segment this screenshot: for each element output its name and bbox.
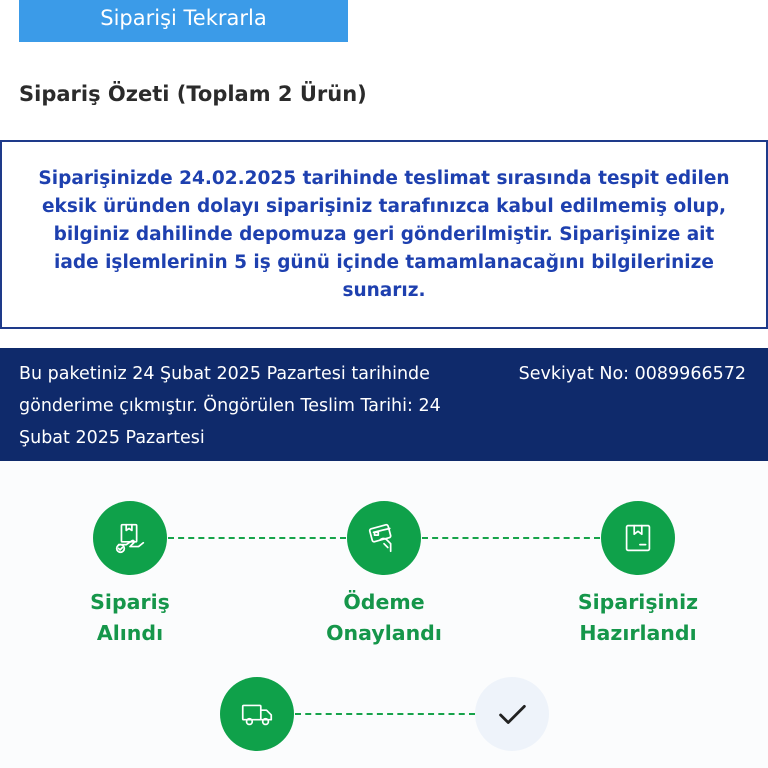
return-notice [0,140,768,329]
step-order-prepared [601,501,675,575]
reorder-button[interactable]: Siparişi Tekrarla [19,0,348,42]
truck-icon [238,695,276,733]
step-connector [168,537,346,539]
step-label-line: Sipariş [90,590,170,614]
return-notice-text: Siparişinizde 24.02.2025 tarihinde teslimat sırasında tespit edilen eksik üründen dolayı siparişiniz tarafınızca kabul edilmemiş olup, bilginiz dahilinde depomuza geri gönderilmiştir. Siparişinize ait iade işlemlerinin 5 iş günü içinde tamamlanacağını bilgilerinize sunarız. [38,167,730,301]
step-delivered [475,677,549,751]
step-label-order-received [30,587,230,649]
step-order-received [93,501,167,575]
step-label-line: Hazırlandı [579,621,697,645]
step-connector [295,713,475,715]
step-label-order-prepared [538,587,738,649]
step-label-line: Onaylandı [326,621,442,645]
step-label-line: Siparişiniz [577,590,699,614]
shipment-banner [0,348,768,461]
package-icon [619,519,657,557]
shipment-description: Bu paketiniz 24 Şubat 2025 Pazartesi tarihinde gönderime çıkmıştır. Öngörülen Teslim Tarihi: 24 Şubat 2025 Pazartesi [19,364,441,448]
step-label-line: Alındı [96,621,164,645]
check-icon [493,695,531,733]
shipment-number: Sevkiyat No: 0089966572 [518,364,746,384]
order-summary-title: Sipariş Özeti (Toplam 2 Ürün) [19,82,367,106]
step-shipped [220,677,294,751]
step-label-payment-approved [284,587,484,649]
step-label-line: Ödeme [343,590,425,614]
card-payment-icon [365,519,403,557]
step-connector [422,537,600,539]
step-payment-approved [347,501,421,575]
order-received-icon [111,519,149,557]
order-status-tracker [0,461,768,768]
